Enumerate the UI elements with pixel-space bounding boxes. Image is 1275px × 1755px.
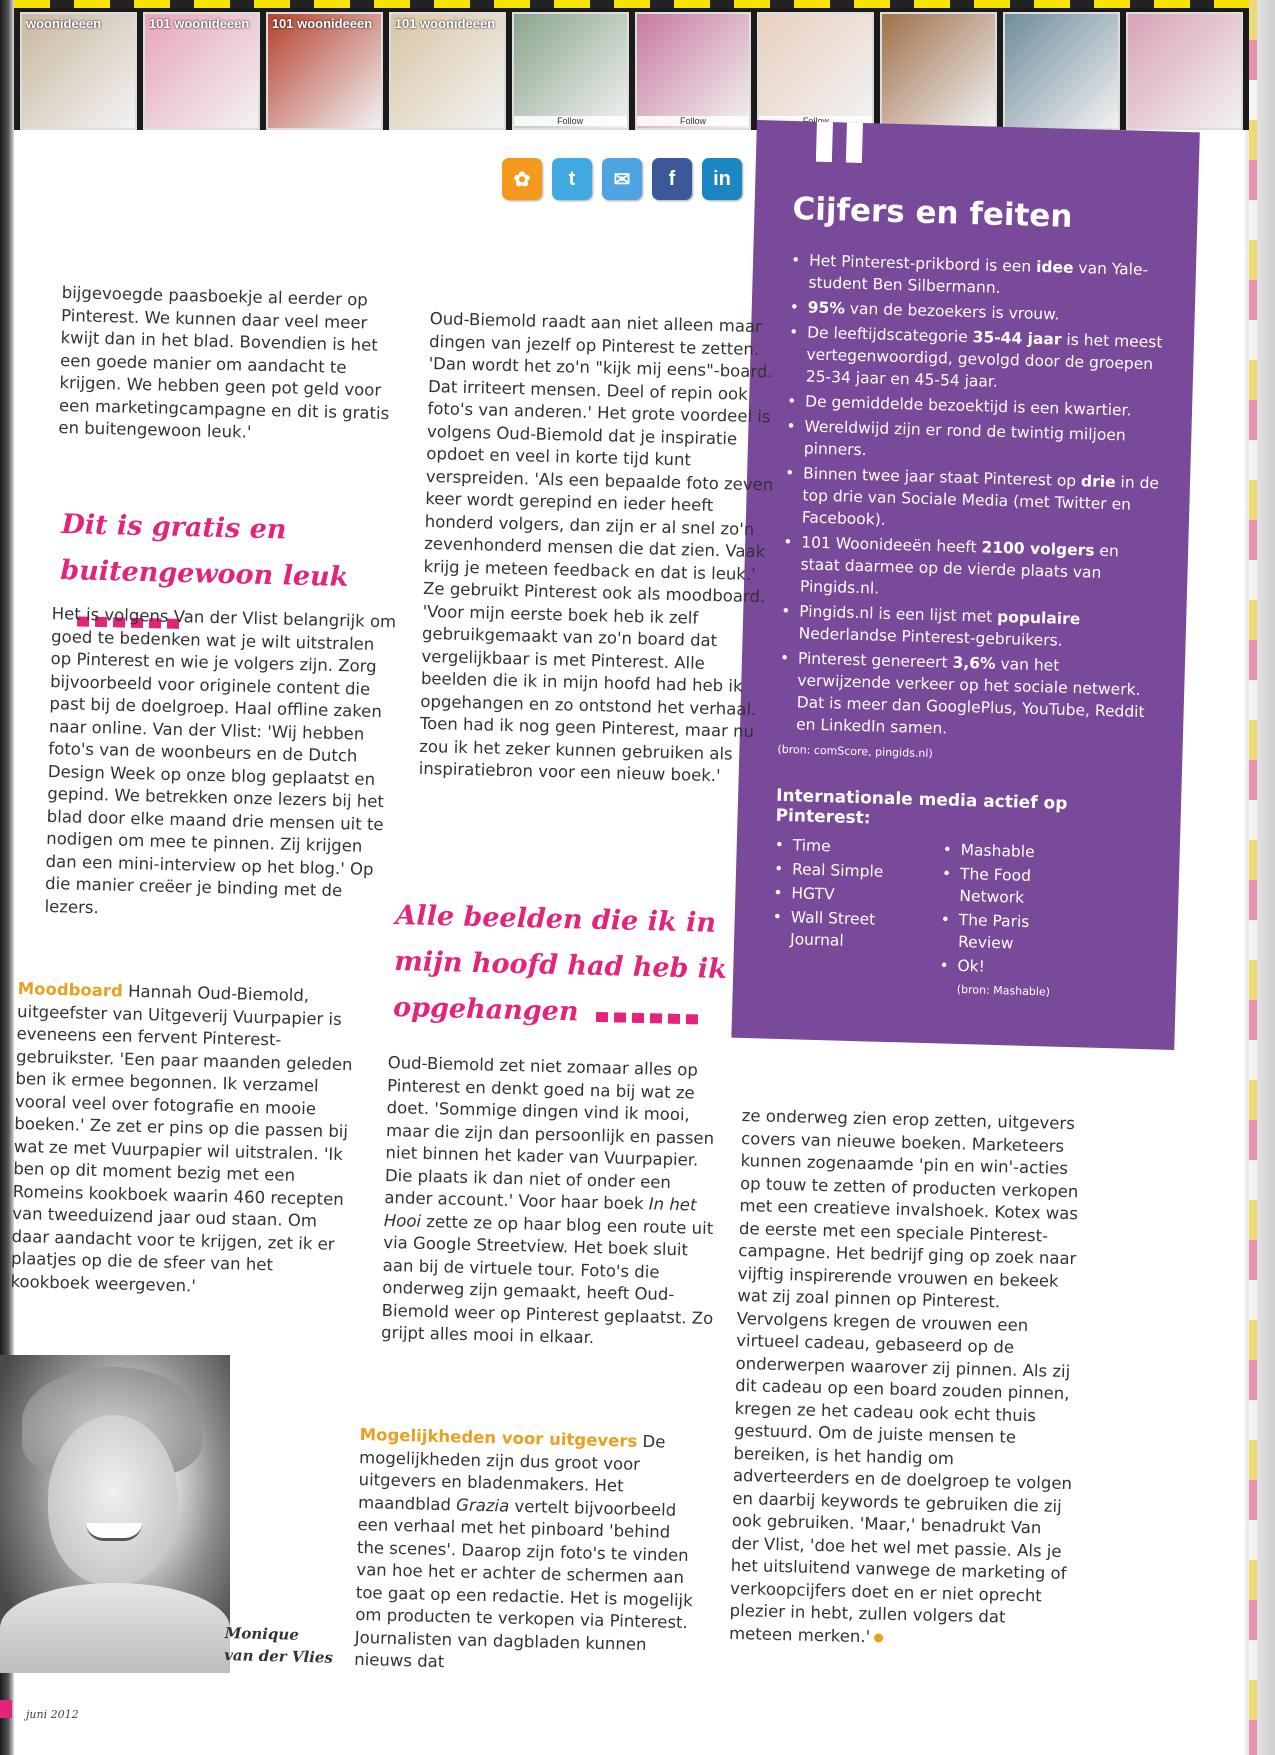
moodboard-text: Hannah Oud-Biemold, uitgeefster van Uitgeverij Vuurpapier is eveneens een fervent Pinterest-gebruikster. 'Een paar maanden geleden ben ik ermee begonnen. Ik verzamel vooral veel over fotografie en mooie boeken.' Ze zet er pins op die passen bij wat ze met Vuurpapier wil uitstralen. 'Ik ben op dit moment bezig met een Romeins kookboek waarin 460 recepten van tweeduizend jaar oud staan. Om daar aandacht voor te krijgen, zet ik er plaatjes op die de sfeer van het kookboek weergeven.': [10, 981, 353, 1295]
article-paragraph: [729, 1105, 1082, 1653]
portrait-photo: [0, 1355, 230, 1673]
fact-item: • De gemiddelde bezoektijd is een kwartier.: [787, 390, 1162, 422]
article-column2-bottom: [354, 1424, 700, 1680]
text-run: vertelt bijvoorbeeld een verhaal met het pinboard 'behind the scenes'. Daarop zijn foto's te vinden van hoe het er achter de schermen aan toe gaat op een redactie. Het is mogelijk om producten te verkopen via Pinterest. Journalisten van dagbladen kunnen nieuws dat: [354, 1496, 693, 1672]
board-thumbnail[interactable]: [1003, 12, 1120, 130]
twitter-icon[interactable]: t: [552, 158, 592, 200]
sidebar-tab: [846, 123, 863, 163]
article-column3: [729, 1105, 1082, 1653]
email-icon[interactable]: ✉: [602, 158, 642, 200]
share-icons: [502, 158, 742, 200]
board-thumbnail[interactable]: [635, 12, 752, 130]
article-column1-middle: [44, 603, 400, 926]
end-mark: [874, 1633, 883, 1642]
media-list-left: [771, 834, 915, 995]
article-column1-top: [58, 282, 402, 448]
article-paragraph: [10, 978, 358, 1301]
article-paragraph: [354, 1424, 700, 1680]
board-thumbnail[interactable]: [20, 12, 137, 130]
fact-item: • Pingids.nl is een lijst met populaire Nederlandse Pinterest-gebruikers.: [780, 600, 1156, 654]
page-edge: [1245, 0, 1275, 1755]
board-thumbnail[interactable]: [512, 12, 629, 130]
facebook-icon[interactable]: f: [652, 158, 692, 200]
fact-item: • Binnen twee jaar staat Pinterest op drie in de top drie van Sociale Media (met Twitter en Facebook).: [784, 462, 1161, 538]
article-paragraph: Het is volgens Van der Vlist belangrijk om goed te bedenken wat je wilt uitstralen op Pinterest en wie je volgers zijn. Zorg bijvoorbeeld voor originele content die past bij de doelgroep. Haal offline zaken naar online. Van der Vlist: 'Wij hebben foto's van de woonbeurs en de Dutch Design Week op onze blog geplaatst en gepind. We betrekken onze lezers bij het blad door elke maand drie mensen uit te nodigen om mee te pinnen. Zij krijgen dan een mini-interview op het blog.' Op die manier creëer je binding met de lezers.: [44, 603, 397, 917]
fact-item: • Pinterest genereert 3,6% van het verwijzende verkeer op het sociale netwerk. Dat is meer dan GooglePlus, YouTube, Reddit en LinkedIn samen.: [778, 647, 1155, 745]
article-paragraph: [381, 1052, 726, 1353]
footer-date: juni 2012: [26, 1708, 79, 1721]
page-marker: [0, 1700, 12, 1718]
article-column2-top: [418, 308, 777, 789]
heading2-text: Alle beelden die ik in mijn hoofd had heb ik opgehangen: [392, 899, 728, 1028]
pull-quote-heading2: [393, 893, 756, 1040]
media-list-right: [939, 838, 1083, 980]
moodboard-lead-in: Moodboard: [17, 978, 124, 1001]
thumbnail-masthead: 101 woonideeen: [271, 16, 373, 31]
article-paragraph: bijgevoegde paasboekje al eerder op Pinterest. We kunnen daar veel meer kwijt dan in het blad. Bovendien is het een goede manier om aandacht te krijgen. We hebben geen pot geld voor een marketingcampagne en dit is gratis en buitengewoon leuk.': [58, 282, 390, 442]
fact-item: • Wereldwijd zijn er rond de twintig miljoen pinners.: [786, 415, 1162, 469]
thumbnail-masthead: 101 woonideeen: [148, 16, 250, 31]
photo-caption: [224, 1622, 334, 1669]
linkedin-icon[interactable]: in: [702, 158, 742, 200]
caption-line: van der Vlies: [223, 1645, 334, 1667]
media-item: • Time: [774, 834, 915, 860]
board-thumbnail[interactable]: [143, 12, 260, 130]
article-paragraph: Oud-Biemold raadt aan niet alleen maar dingen van jezelf op Pinterest te zetten. 'Dan wordt het zo'n "kijk mij eens"-board. Dat irriteert mensen. Deel of repin ook foto's van anderen.' Het grote voordeel is volgens Oud-Biemold dat je inspiratie opdoet en veel in korte tijd kunt verspreiden. 'Als een bepaalde foto zeven keer wordt gerepind en ieder heeft honderd volgers, dan zijn er al snel zo'n zevenhonderd mensen die dat zien. Vaak krijg je meteen feedback en dat is leuk.' Ze gebruikt Pinterest ook als moodboard. 'Voor mijn eerste boek heb ik zelf gebruikgemaakt van zo'n board dat vergelijkbaar is met Pinterest. Alle beelden die ik in mijn hoofd had heb ik opgehangen en zo ontstond het verhaal. Toen had ik nog geen Pinterest, maar nu zou ik het zeker kunnen gebruiken als inspiratiebron voor een nieuw boek.': [418, 308, 774, 786]
thumbnail-masthead: woonideeen: [26, 16, 102, 31]
book-title: In het Hooi: [383, 1194, 697, 1231]
pinterest-board-strip: [14, 0, 1249, 130]
sidebar-tab: [816, 122, 833, 162]
follow-label[interactable]: Follow: [637, 116, 750, 126]
facts-source: (bron: comScore, pingids.nl): [777, 742, 933, 761]
board-thumbnail[interactable]: [266, 12, 383, 130]
board-thumbnail[interactable]: [389, 12, 506, 130]
article-column2-middle: [381, 1052, 726, 1353]
media-source: (bron: Mashable): [956, 982, 1051, 999]
media-item: • Ok!: [939, 954, 1080, 980]
sidebar-title: Cijfers en feiten: [792, 191, 1073, 235]
media-item: • The Food Network: [941, 862, 1082, 910]
fact-item: • 101 Woonideeën heeft 2100 volgers en staat daarmee op de vierde plaats van Pingids.nl.: [782, 531, 1159, 607]
facts-list: [778, 249, 1166, 745]
media-title: Internationale media actief op Pinterest:: [775, 785, 1068, 829]
fact-item: • De leeftijdscategorie 35-44 jaar is het meest vertegenwoordigd, gevolgd door de groepen 25-34 jaar en 45-54 jaar.: [788, 321, 1165, 397]
board-thumbnail[interactable]: [757, 12, 874, 130]
caption-line: Monique: [224, 1623, 300, 1644]
media-item: • The Paris Review: [940, 908, 1081, 956]
follow-label[interactable]: Follow: [514, 116, 627, 126]
board-thumbnail[interactable]: [1126, 12, 1243, 130]
publishers-lead-in: Mogelijkheden voor uitgevers: [359, 1424, 638, 1451]
media-item: • Mashable: [942, 838, 1083, 864]
pinterest-icon[interactable]: ✿: [502, 158, 542, 200]
text-run: ze onderweg zien erop zetten, uitgevers covers van nieuwe boeken. Marketeers kunnen zogenaamde 'pin en win'-acties op touw te zetten of producten verkopen met een creatieve invalshoek. Kotex was de eerste met een speciale Pinterest-campagne. Het bedrijf ging op zoek naar vijftig inspirerende vrouwen en bekeek wat zij zoal pinnen op Pinterest. Vervolgens kregen de vrouwen een virtueel cadeau, gebaseerd op de onderwerpen waarover zij pinnen. Als zij dit cadeau op een board zouden pinnen, kregen ze het cadeau ook echt thuis gestuurd. Om de juiste mensen te bereiken, is het handig om adverteerders en de doelgroep te volgen en daarbij keywords te gebruiken die zij ook gebruiken. 'Maar,' benadrukt Van der Vlist, 'doe het wel met passie. Als je het uitsluitend vanwege de marketing of verkoopcijfers doet en er niet oprecht plezier in hebt, zullen volgers dat meteen merken.': [728, 1105, 1079, 1646]
media-item: • Real Simple: [774, 858, 915, 884]
board-thumbnail[interactable]: [880, 12, 997, 130]
magazine-title: Grazia: [455, 1494, 510, 1516]
fact-item: • Het Pinterest-prikbord is een idee van Yale-student Ben Silbermann.: [790, 249, 1166, 303]
heading1-text: Dit is gratis en buitengewoon leuk: [59, 508, 349, 594]
text-run: zette ze op haar blog een route uit via Google Streetview. Het boek sluit aan bij de virtuele tour. Foto's die onderweg zijn gemaakt, heeft Oud-Biemold weer op Pinterest geplaatst. Zo grijpt alles mooi in elkaar.: [380, 1211, 714, 1348]
heading-dots: [596, 990, 705, 1039]
facts-sidebar: [731, 120, 1199, 1050]
media-item: • HGTV: [773, 882, 914, 908]
thumbnail-masthead: 101 woonideeen: [394, 16, 496, 31]
text-run: De mogelijkheden zijn dus groot voor uitgevers en bladenmakers. Het maandblad: [357, 1431, 666, 1514]
text-run: Oud-Biemold zet niet zomaar alles op Pinterest en denkt goed na bij wat ze doet. 'Sommige dingen vind ik mooi, maar die zijn dan persoonlijk en passen niet binnen het kader van Vuurpapier. Die plaats ik dan niet of onder een ander account.' Voor haar boek: [384, 1052, 715, 1214]
fact-item: • 95% van de bezoekers is vrouw.: [789, 296, 1164, 328]
media-columns: [771, 834, 1150, 1001]
media-item: • Wall Street Journal: [772, 906, 913, 954]
article-column1-bottom: [10, 978, 358, 1301]
strip-band: [14, 0, 1249, 8]
